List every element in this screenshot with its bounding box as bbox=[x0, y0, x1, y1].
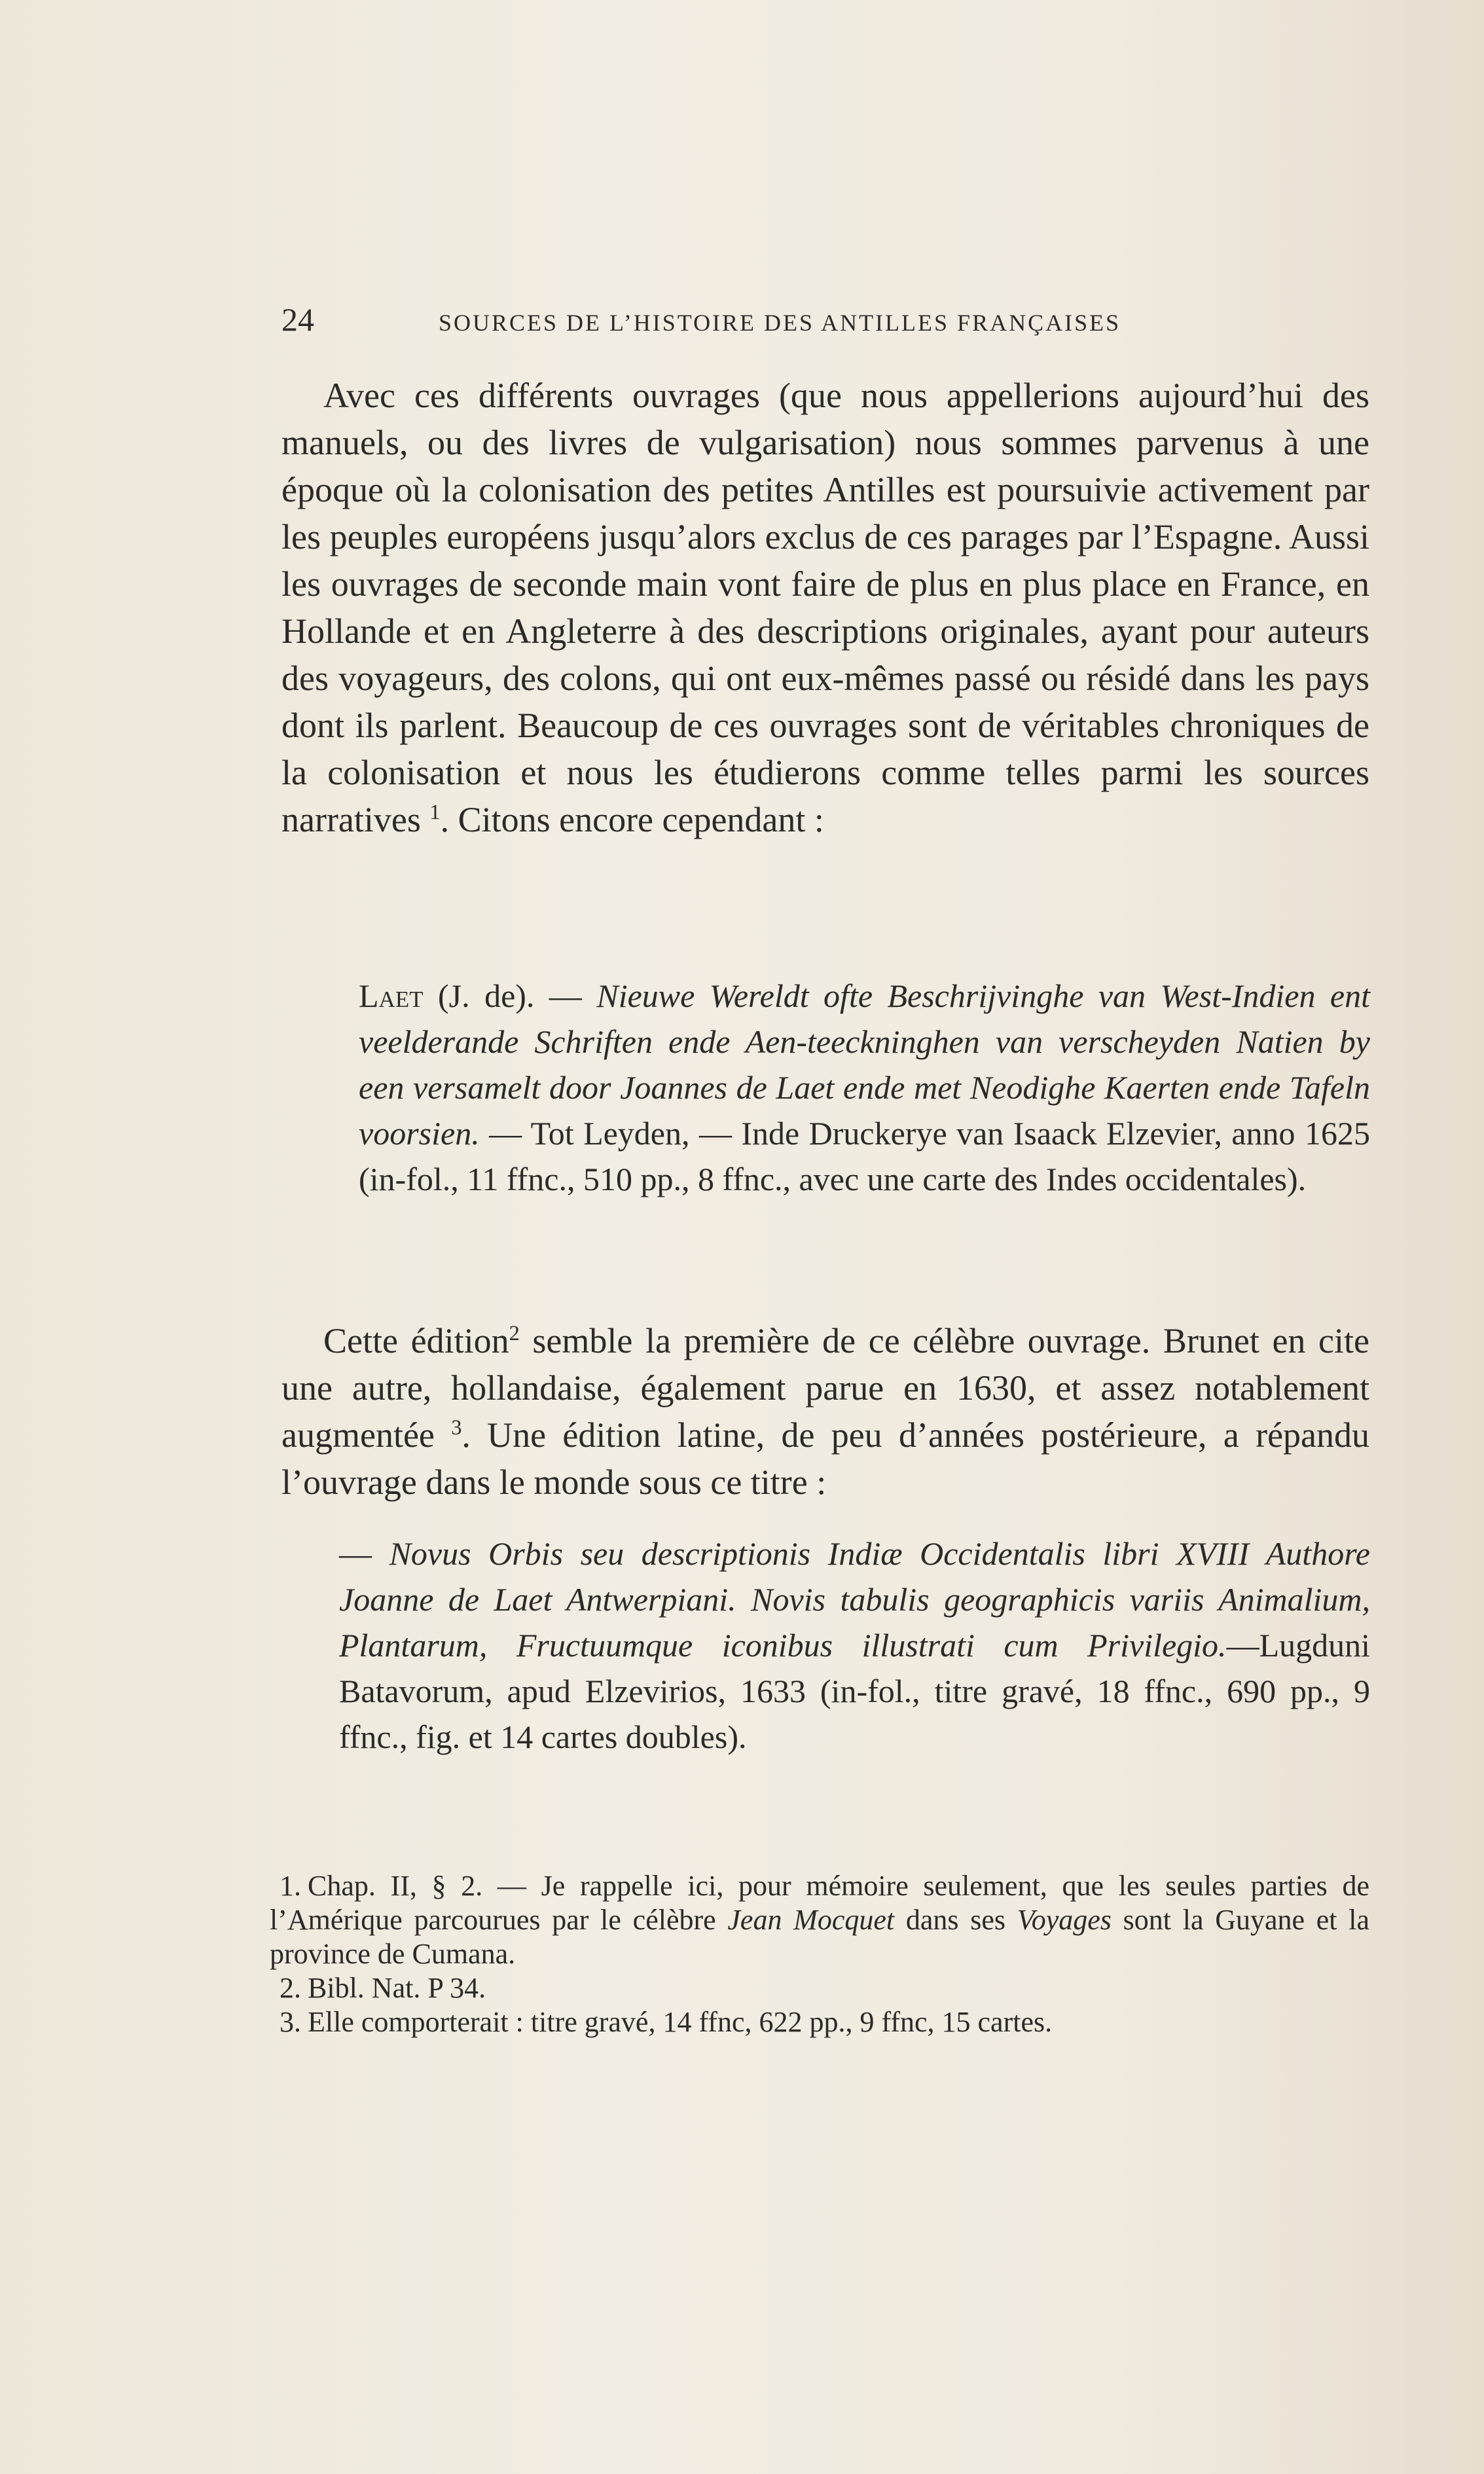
footnote-1-italic-1: Jean Mocquet bbox=[727, 1904, 895, 1936]
paragraph-1-text bbox=[281, 372, 1369, 843]
paragraph-1 bbox=[281, 372, 1369, 843]
reference-2-title: Novus Orbis seu descriptionis Indiæ Occidentalis libri XVIII Authore Joanne de Laet Antwerpiani. Novis tabulis geographicis variis Animalium, Plantarum, Fructuumque iconibus illustrati cum Privilegio. bbox=[339, 1535, 1370, 1664]
footnote-ref-2: 2 bbox=[509, 1322, 520, 1345]
running-title: SOURCES DE L’HISTOIRE DES ANTILLES FRANÇAISES bbox=[439, 310, 1121, 336]
footnote-1-part-3: sont la Guyane et la province de Cumana. bbox=[270, 1904, 1369, 1970]
paragraph-2-part-1: Cette édition bbox=[323, 1321, 509, 1360]
footnote-ref-3: 3 bbox=[451, 1416, 462, 1440]
paragraph-2-part-3: . Une édition latine, de peu d’années postérieure, a répandu l’ouvrage dans le monde sous ce titre : bbox=[281, 1415, 1370, 1502]
page-header bbox=[281, 300, 1388, 346]
paragraph-1-ending: . bbox=[440, 800, 450, 839]
footnote-1-italic-2: Voyages bbox=[1017, 1904, 1112, 1936]
bibliographic-reference-1 bbox=[359, 973, 1370, 1202]
footnote-1-number: 1. bbox=[280, 1870, 301, 1902]
footnote-ref-1: 1 bbox=[429, 801, 441, 824]
footnote-3-text: Elle comporterait : titre gravé, 14 ffnc, 622 pp., 9 ffnc, 15 cartes. bbox=[308, 2006, 1053, 2038]
reference-1-author-initial: (J. de). — bbox=[423, 977, 597, 1014]
reference-2-imprint: —Lugduni Batavorum, apud Elzevirios, 1633 (in-fol., titre gravé, 18 ffnc., 690 pp., 9 ffnc., fig. et 14 cartes doubles). bbox=[339, 1627, 1370, 1755]
footnote-2-text: Bibl. Nat. P 34. bbox=[308, 1972, 486, 2004]
footnote-1-part-2: dans ses bbox=[894, 1904, 1017, 1936]
page-number: 24 bbox=[281, 301, 314, 338]
reference-1-title: Nieuwe Wereldt ofte Beschrijvinghe van West-Indien ent veelderande Schriften ende Aen-teeckninghen van verscheyden Natien by een versamelt door Joannes de Laet ende met Neodighe Kaerten ende Tafeln voorsien. bbox=[359, 977, 1371, 1152]
bibliographic-reference-2 bbox=[339, 1531, 1370, 1760]
paragraph-2-text bbox=[281, 1317, 1369, 1506]
footnote-3-number: 3. bbox=[280, 2006, 301, 2038]
footnote-2 bbox=[270, 1971, 1369, 2005]
footnote-2-number: 2. bbox=[280, 1972, 301, 2004]
footnote-1 bbox=[270, 1869, 1369, 1971]
reference-2-dash: — bbox=[339, 1535, 389, 1572]
footnote-1-part-1: Chap. II, § 2. — Je rappelle ici, pour mémoire seulement, que les seules parties de l’Amérique parcourues par le célèbre bbox=[270, 1870, 1369, 1936]
paragraph-1-continuation: Citons encore cependant : bbox=[458, 800, 824, 839]
footnotes bbox=[270, 1869, 1369, 2039]
footnote-3 bbox=[270, 2005, 1369, 2039]
paragraph-2-part-2: semble la première de ce célèbre ouvrage. Brunet en cite une autre, hollandaise, également parue en 1630, et assez notablement augmentée bbox=[281, 1321, 1370, 1455]
paragraph-2 bbox=[281, 1317, 1369, 1506]
paragraph-1-body: Avec ces différents ouvrages (que nous appellerions aujourd’hui des manuels, ou des livres de vulgarisation) nous sommes parvenus à une époque où la colonisation des petites Antilles est poursuivie activement par les peuples européens jusqu’alors exclus de ces parages par l’Espagne. Aussi les ouvrages de seconde main vont faire de plus en plus place en France, en Hollande et en Angleterre à des descriptions originales, ayant pour auteurs des voyageurs, des colons, qui ont eux-mêmes passé ou résidé dans les pays dont ils parlent. Beaucoup de ces ouvrages sont de véritables chroniques de la colonisation et nous les étudierons comme telles parmi les sources narratives bbox=[281, 376, 1369, 839]
reference-1-imprint: — Tot Leyden, — Inde Druckerye van Isaack Elzevier, anno 1625 (in-fol., 11 ffnc., 510 pp., 8 ffnc., avec une carte des Indes occidentales). bbox=[359, 1115, 1370, 1197]
reference-1-author: Laet bbox=[359, 977, 424, 1014]
